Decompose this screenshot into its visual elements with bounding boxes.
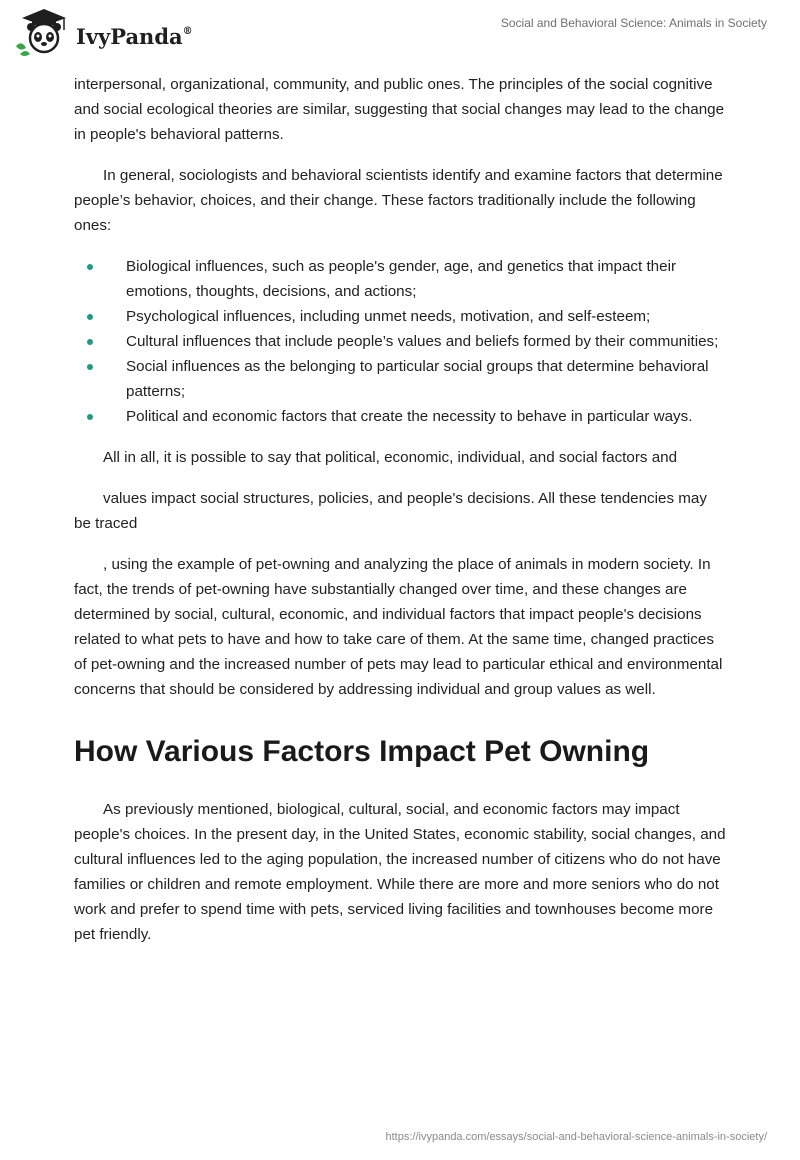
list-item: Political and economic factors that create the necessity to behave in particular ways. (74, 404, 726, 429)
list-item: Psychological influences, including unmet needs, motivation, and self-esteem; (74, 304, 726, 329)
paragraph: In general, sociologists and behavioral scientists identify and examine factors that determine people’s behavior, choices, and their change. These factors traditionally include the following ones: (74, 167, 723, 234)
list-item: Cultural influences that include people’s values and beliefs formed by their communities; (74, 329, 726, 354)
logo-wordmark: IvyPanda® (76, 24, 193, 49)
list-item: Biological influences, such as people's gender, age, and genetics that impact their emotions, thoughts, decisions, and actions; (74, 254, 726, 304)
page-header (0, 0, 800, 70)
bullet-icon (87, 364, 93, 370)
panda-graduate-icon (14, 6, 74, 58)
section-heading: How Various Factors Impact Pet Owning (74, 735, 650, 768)
document-title: Social and Behavioral Science: Animals in Society (500, 16, 767, 30)
paragraph: All in all, it is possible to say that political, economic, individual, and social factors and (103, 449, 678, 466)
paragraph: , using the example of pet-owning and analyzing the place of animals in modern society. In fact, the trends of pet-owning have substantially changed over time, and these changes are determined by social, cultural, economic, and individual factors that impact people's decisions related to what pets to have and how to take care of them. At the same time, changed practices of pet-owning and the increased number of pets may lead to particular ethical and environmental concerns that should be considered by addressing individual and group values as well. (74, 556, 723, 698)
bullet-icon (87, 264, 93, 270)
essay-body (74, 72, 726, 947)
ivypanda-logo[interactable] (14, 6, 204, 58)
paragraph: values impact social structures, policies, and people's decisions. All these tendencies may be traced (74, 490, 707, 532)
bullet-icon (87, 339, 93, 345)
bullet-icon (87, 314, 93, 320)
paragraph: interpersonal, organizational, community, and public ones. The principles of the social cognitive and social ecological theories are similar, suggesting that social changes may lead to the change in people's behavioral patterns. (74, 76, 725, 143)
factors-list (74, 254, 726, 429)
paragraph: As previously mentioned, biological, cultural, social, and economic factors may impact people's choices. In the present day, in the United States, economic stability, social changes, and cultural influences led to the aging population, the increased number of citizens who do not have families or children and remote employment. While there are more and more seniors who do not work and prefer to spend time with pets, serviced living facilities and townhouses become more pet friendly. (74, 801, 726, 943)
list-item: Social influences as the belonging to particular social groups that determine behavioral patterns; (74, 354, 726, 404)
source-url[interactable]: https://ivypanda.com/essays/social-and-behavioral-science-animals-in-society/ (385, 1131, 767, 1143)
bullet-icon (87, 414, 93, 420)
